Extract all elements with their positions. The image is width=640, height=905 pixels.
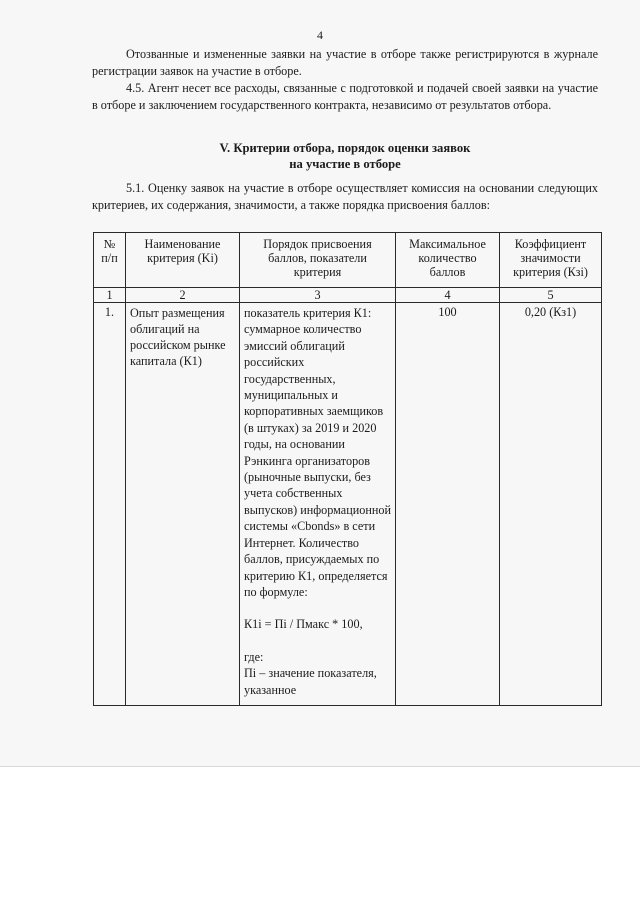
scoring-order-tail: Пi – значение показателя, указанное: [244, 666, 377, 697]
coefficient: 0,20 (Кз1): [500, 303, 602, 706]
paragraph-agent-text: 4.5. Агент несет все расходы, связанные с подготовкой и подачей своей заявки на участие в отборе и заключением государственного контракта, независимо от результатов отбора.: [92, 81, 598, 112]
column-number-row: [94, 288, 602, 303]
scoring-order-text: показатель критерия К1: суммарное количество эмиссий облигаций российских государственных, муниципальных и корпоративных заемщиков (в штуках) за 2019 и 2020 годы, на основании Рэнкинга организаторов (рыночные выпуски, без учета собственных выпусков) информационной системы «Cbonds» в сети Интернет. Количество баллов, присуждаемых по критерию К1, определяется по формуле:: [244, 306, 392, 599]
scoring-order-cell: [240, 303, 396, 706]
section-heading: [92, 140, 598, 172]
paragraph-agent-expenses: [92, 80, 598, 114]
header-coefficient: Коэффициент значимости критерия (Кзi): [500, 233, 602, 288]
paragraph-intro-text: 5.1. Оценку заявок на участие в отборе осуществляет комиссия на основании следующих критериев, их содержания, значимости, а также порядка присвоения баллов:: [92, 181, 598, 212]
max-points: 100: [396, 303, 500, 706]
column-number-5: 5: [500, 288, 602, 303]
paragraph-criteria-intro: [92, 180, 598, 214]
column-number-1: 1: [94, 288, 126, 303]
header-scoring-order: Порядок присвоения баллов, показатели критерия: [240, 233, 396, 288]
criterion-name: Опыт размещения облигаций на российском рынке капитала (К1): [126, 303, 240, 706]
formula-where: где:: [244, 649, 264, 664]
section-heading-line1: V. Критерии отбора, порядок оценки заявок: [219, 141, 471, 155]
header-criterion-name: Наименование критерия (Ki): [126, 233, 240, 288]
column-number-3: 3: [240, 288, 396, 303]
header-number: № п/п: [94, 233, 126, 288]
paragraph-withdrawn-applications: [92, 46, 598, 80]
header-max-points: Максимальное количество баллов: [396, 233, 500, 288]
row-number: 1.: [94, 303, 126, 706]
section-heading-line2: на участие в отборе: [289, 157, 401, 171]
column-number-4: 4: [396, 288, 500, 303]
table-header-row: [94, 233, 602, 288]
criteria-table: [93, 232, 602, 706]
formula: К1i = Пi / Пмакс * 100,: [244, 617, 363, 632]
page-number: 4: [317, 28, 323, 42]
column-number-2: 2: [126, 288, 240, 303]
paragraph-withdrawn-text: Отозванные и измененные заявки на участие в отборе также регистрируются в журнале регистрации заявок на участие в отборе.: [92, 47, 598, 78]
table-row: [94, 303, 602, 706]
